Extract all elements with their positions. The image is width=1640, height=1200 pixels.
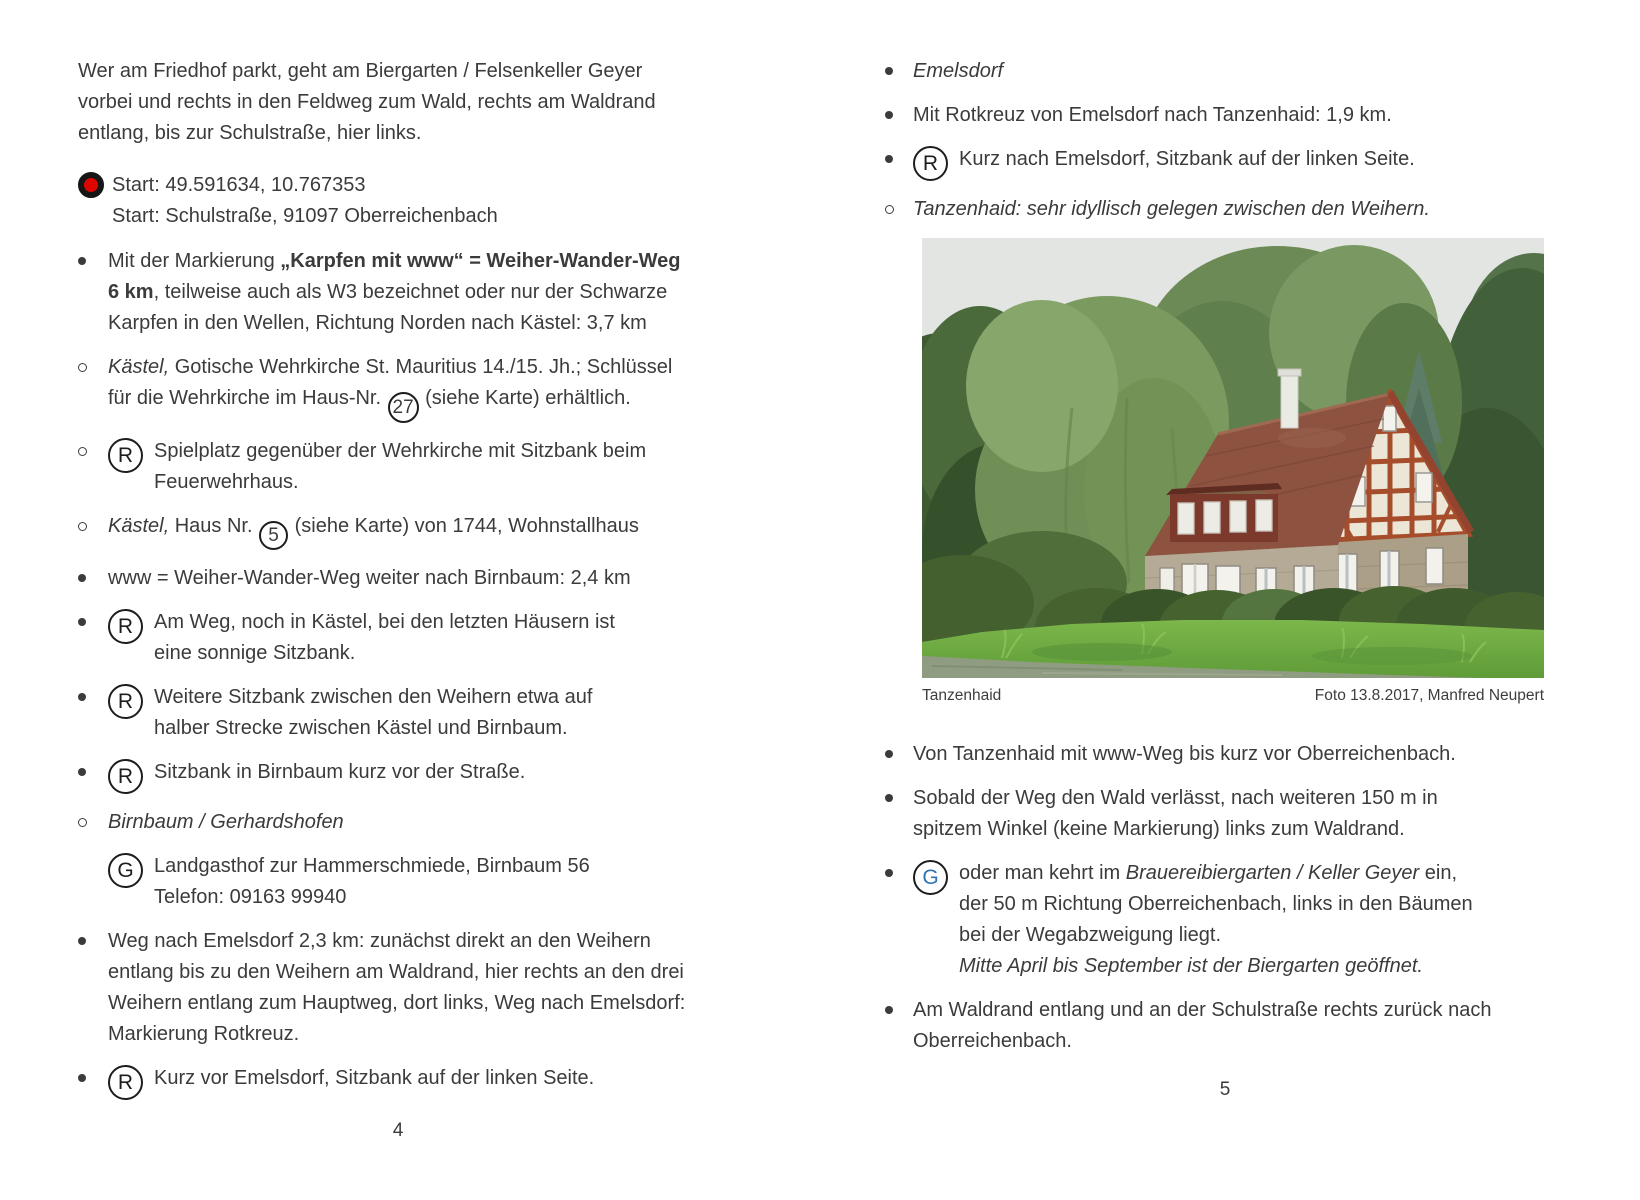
bullet-circle-icon bbox=[78, 807, 108, 838]
circled-number-27: 27 bbox=[388, 392, 419, 423]
gasthof-badge: G bbox=[108, 851, 154, 913]
bullet-dot-icon bbox=[78, 1063, 108, 1100]
list-item: R Kurz nach Emelsdorf, Sitzbank auf der linken Seite. bbox=[885, 144, 1565, 181]
bullet-dot-icon bbox=[78, 607, 108, 669]
rest-bench-badge: R bbox=[913, 144, 959, 181]
list-item: Von Tanzenhaid mit www-Weg bis kurz vor Oberreichenbach. bbox=[885, 739, 1565, 770]
page-number: 5 bbox=[1219, 1079, 1231, 1100]
page-4 bbox=[78, 56, 718, 1142]
list-item: Kästel, Haus Nr. 5 (siehe Karte) von 1744, Wohnstallhaus bbox=[78, 511, 718, 550]
bullet-dot-icon bbox=[885, 858, 913, 982]
bullet-dot-icon bbox=[885, 144, 913, 181]
circled-number-5: 5 bbox=[259, 521, 288, 550]
list-item: Tanzenhaid: sehr idyllisch gelegen zwischen den Weihern. bbox=[885, 194, 1565, 225]
tanzenhaid-photo bbox=[922, 238, 1544, 678]
bullet-dot-icon bbox=[78, 926, 108, 1050]
list-item-start: Start: 49.591634, 10.767353 Start: Schulstraße, 91097 Oberreichenbach bbox=[78, 170, 718, 232]
list-item: R Kurz vor Emelsdorf, Sitzbank auf der linken Seite. bbox=[78, 1063, 718, 1100]
list-item: Mit Rotkreuz von Emelsdorf nach Tanzenhaid: 1,9 km. bbox=[885, 100, 1565, 131]
bullet-circle-icon bbox=[78, 352, 108, 423]
list-item: Kästel, Gotische Wehrkirche St. Mauritius 14./15. Jh.; Schlüssel für die Wehrkirche im Haus-Nr. 27 (siehe Karte) erhältlich. bbox=[78, 352, 718, 423]
list-item: R Spielplatz gegenüber der Wehrkirche mit Sitzbank beim Feuerwehrhaus. bbox=[78, 436, 718, 498]
list-item: R Am Weg, noch in Kästel, bei den letzten Häusern ist eine sonnige Sitzbank. bbox=[78, 607, 718, 669]
list-item: Weg nach Emelsdorf 2,3 km: zunächst direkt an den Weihern entlang bis zu den Weihern am Waldrand, hier rechts an den drei Weihern entlang zum Hauptweg, dort links, Weg nach Emelsdorf: Markierung Rotkreuz. bbox=[78, 926, 718, 1050]
list-item: Emelsdorf bbox=[885, 56, 1565, 87]
photo-credit: Foto 13.8.2017, Manfred Neupert bbox=[1314, 687, 1544, 704]
bullet-dot-icon bbox=[78, 757, 108, 794]
bullet-circle-icon bbox=[885, 194, 913, 225]
list-item: Am Waldrand entlang und an der Schulstraße rechts zurück nach Oberreichenbach. bbox=[885, 995, 1565, 1057]
page-number: 4 bbox=[392, 1120, 404, 1141]
rest-bench-badge: R bbox=[108, 1063, 154, 1100]
list-item: Mit der Markierung „Karpfen mit www“ = Weiher-Wander-Weg 6 km, teilweise auch als W3 bezeichnet oder nur der Schwarze Karpfen in den Wellen, Richtung Norden nach Kästel: 3,7 km bbox=[78, 246, 718, 339]
bullet-spacer bbox=[78, 851, 108, 913]
list-item: Birnbaum / Gerhardshofen bbox=[78, 807, 718, 838]
bullet-circle-icon bbox=[78, 436, 108, 498]
bullet-dot-icon bbox=[885, 995, 913, 1057]
list-item: R Sitzbank in Birnbaum kurz vor der Straße. bbox=[78, 757, 718, 794]
list-item: G oder man kehrt im Brauereibiergarten / Keller Geyer ein, der 50 m Richtung Oberreichenbach, links in den Bäumen bei der Wegabzweigung liegt. Mitte April bis September ist der Biergarten geöffnet. bbox=[885, 858, 1565, 982]
photo-caption: Tanzenhaid bbox=[922, 687, 1002, 704]
bullet-dot-icon bbox=[885, 56, 913, 87]
bullet-dot-icon bbox=[78, 563, 108, 594]
start-marker-icon bbox=[78, 170, 112, 232]
list-item: www = Weiher-Wander-Weg weiter nach Birnbaum: 2,4 km bbox=[78, 563, 718, 594]
list-item: Sobald der Weg den Wald verlässt, nach weiteren 150 m in spitzem Winkel (keine Markierung) links zum Waldrand. bbox=[885, 783, 1565, 845]
gasthof-badge-blue: G bbox=[913, 858, 959, 982]
rest-bench-badge: R bbox=[108, 682, 154, 744]
bullet-dot-icon bbox=[885, 783, 913, 845]
page-5 bbox=[885, 56, 1565, 1101]
rest-bench-badge: R bbox=[108, 607, 154, 669]
bullet-dot-icon bbox=[78, 246, 108, 339]
bullet-dot-icon bbox=[78, 682, 108, 744]
rest-bench-badge: R bbox=[108, 436, 154, 498]
intro-paragraph: Wer am Friedhof parkt, geht am Biergarten / Felsenkeller Geyer vorbei und rechts in den Feldweg zum Wald, rechts am Waldrand entlang, bis zur Schulstraße, hier links. bbox=[78, 60, 656, 144]
bullet-dot-icon bbox=[885, 739, 913, 770]
rest-bench-badge: R bbox=[108, 757, 154, 794]
bullet-dot-icon bbox=[885, 100, 913, 131]
photo-caption-row bbox=[922, 687, 1544, 705]
bullet-circle-icon bbox=[78, 511, 108, 550]
list-item: R Weitere Sitzbank zwischen den Weihern etwa auf halber Strecke zwischen Kästel und Birnbaum. bbox=[78, 682, 718, 744]
list-item: G Landgasthof zur Hammerschmiede, Birnbaum 56 Telefon: 09163 99940 bbox=[78, 851, 718, 913]
